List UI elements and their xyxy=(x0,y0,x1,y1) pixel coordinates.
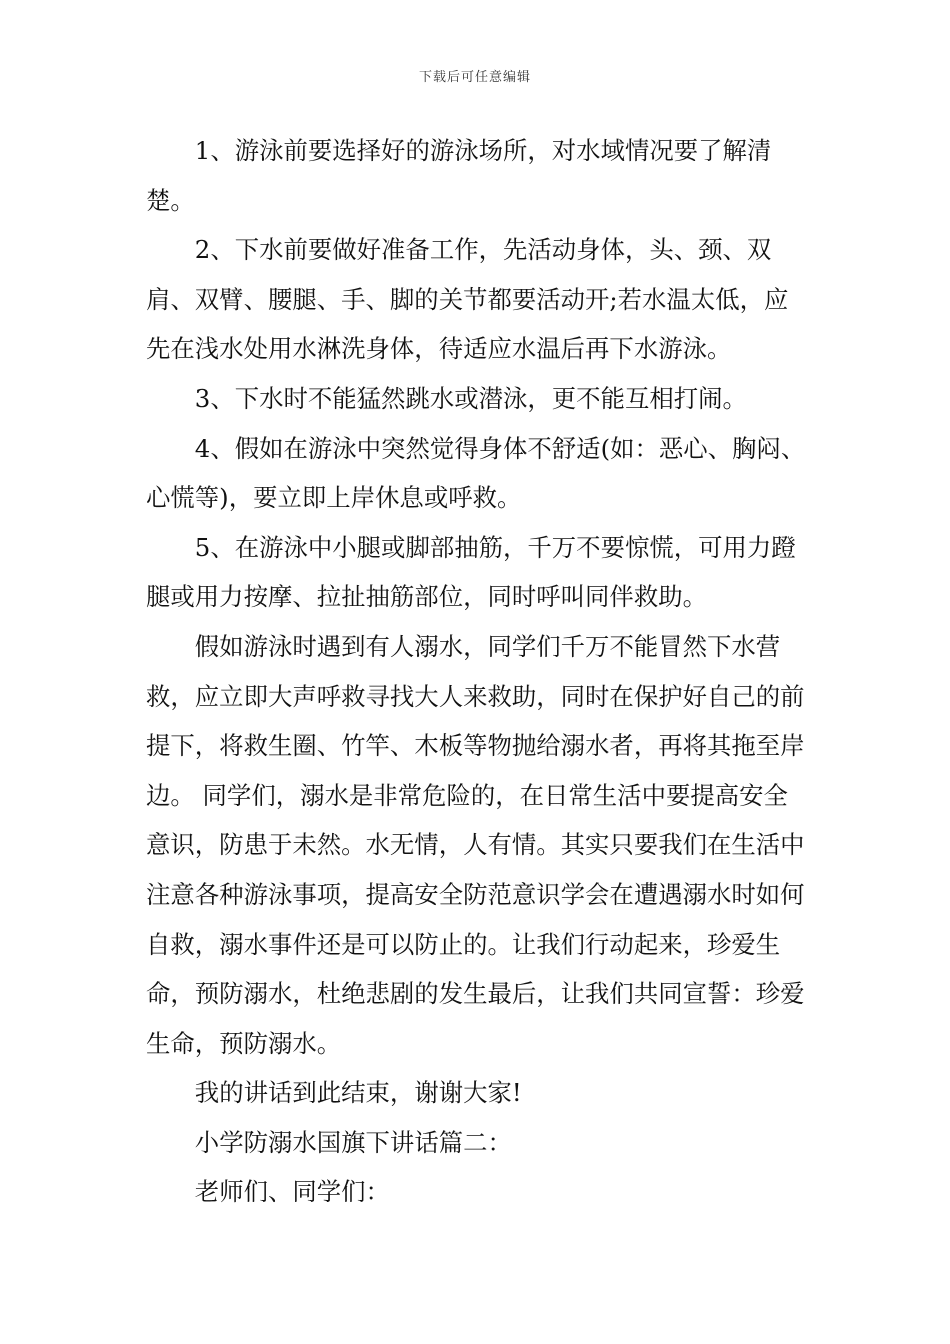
paragraph-rescue-advice: 假如游泳时遇到有人溺水，同学们千万不能冒然下水营救，应立即大声呼救寻找大人来救助，同时在保护好自己的前提下，将救生圈、竹竿、木板等物抛给溺水者，再将其拖至岸边。 同学们，溺水是非常危险的，在日常生活中要提高安全意识，防患于未然。水无情，人有情。其实只要我们在生活中注意各种游泳事项，提高安全防范意识学会在遭遇溺水时如何自救，溺水事件还是可以防止的。让我们行动起来，珍爱生命，预防溺水，杜绝悲剧的发生最后，让我们共同宣誓：珍爱生命，预防溺水。 xyxy=(146,631,805,1058)
paragraph-rule-1: 1、游泳前要选择好的游泳场所，对水域情况要了解清楚。 xyxy=(146,136,772,215)
paragraph-rule-3: 3、下水时不能猛然跳水或潜泳，更不能互相打闹。 xyxy=(194,383,747,413)
paragraph-rule-4: 4、假如在游泳中突然觉得身体不舒适(如：恶心、胸闷、心慌等)，要立即上岸休息或呼救。 xyxy=(146,433,806,513)
paragraph-closing: 我的讲话到此结束，谢谢大家! xyxy=(194,1078,522,1108)
section-heading: 小学防溺水国旗下讲话篇二： xyxy=(194,1127,512,1157)
paragraph-rule-2: 2、下水前要做好准备工作，先活动身体，头、颈、双肩、双臂、腰腿、手、脚的关节都要活动开;若水温太低，应先在浅水处用水淋洗身体，待适应水温后再下水游泳。 xyxy=(146,235,789,364)
document-body xyxy=(146,126,810,1217)
paragraph-rule-5: 5、在游泳中小腿或脚部抽筋，千万不要惊慌，可用力蹬腿或用力按摩、拉扯抽筋部位，同时呼叫同伴救助。 xyxy=(146,532,796,612)
paragraph-greeting: 老师们、同学们： xyxy=(194,1177,390,1207)
page-header: 下载后可任意编辑 xyxy=(418,70,531,85)
